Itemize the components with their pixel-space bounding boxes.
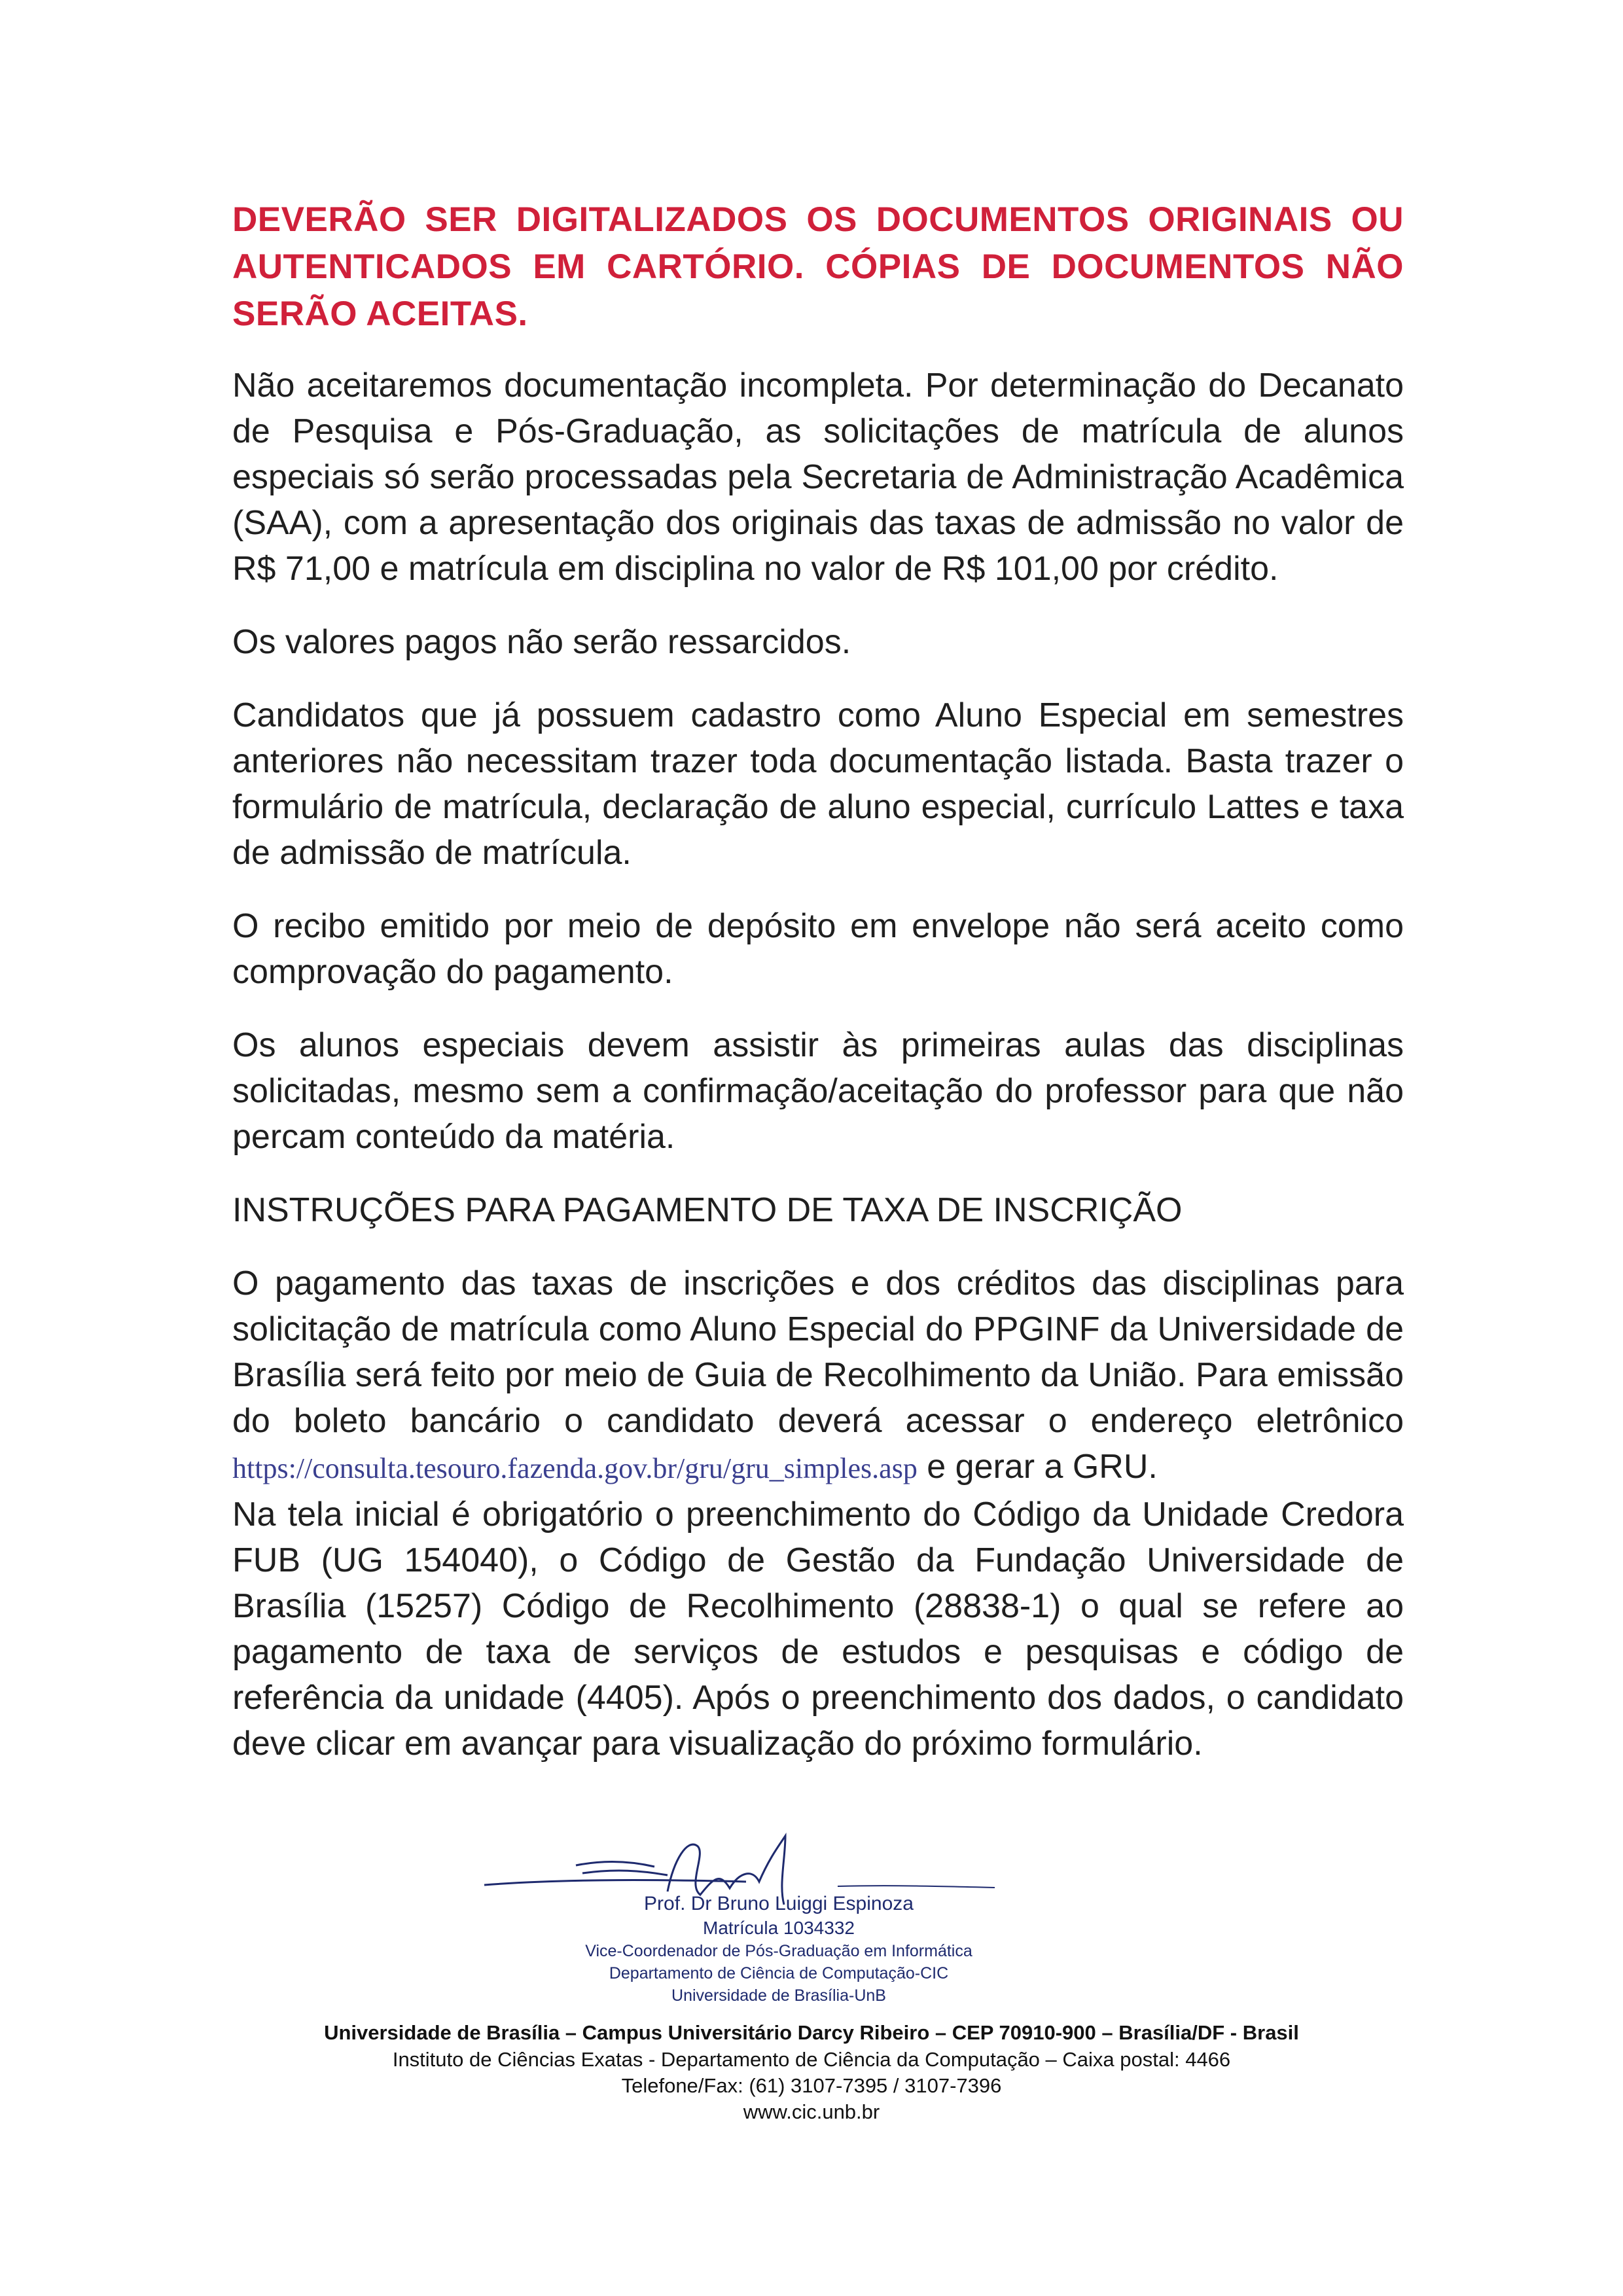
stamp-name: Prof. Dr Bruno Luiggi Espinoza — [644, 1893, 914, 1914]
stamp-university: Universidade de Brasília-UnB — [671, 1986, 886, 2005]
signature-stamp — [550, 1892, 1008, 2007]
footer-website[interactable]: www.cic.unb.br — [743, 2100, 880, 2123]
paragraph-attend-classes: Os alunos especiais devem assistir às primeiras aulas das disciplinas solicitadas, mesmo sem a confirmação/aceitação do professor para que não percam conteúdo da matéria. — [232, 1026, 1404, 1156]
gru-link[interactable]: https://consulta.tesouro.fazenda.gov.br/gru/gru_simples.asp — [232, 1452, 918, 1484]
paragraph-envelope-receipt: O recibo emitido por meio de depósito em envelope não será aceito como comprovação do pagamento. — [232, 907, 1404, 991]
footer-institute: Instituto de Ciências Exatas - Departamento de Ciência da Computação – Caixa postal: 4466 — [392, 2048, 1231, 2071]
footer-address: Universidade de Brasília – Campus Universitário Darcy Ribeiro – CEP 70910-900 – Brasília/DF - Brasil — [324, 2021, 1299, 2044]
payment-text: O pagamento das taxas de inscrições e dos créditos das disciplinas para solicitação de matrícula como Aluno Especial do PPGINF da Universidade de Brasília será feito por meio de Guia de Recolhimento da União. Para emissão do boleto bancário o candidato deverá acessar o endereço eletrônico — [232, 1265, 1404, 1440]
stamp-department: Departamento de Ciência de Computação-CIC — [609, 1964, 949, 1982]
instructions-heading: INSTRUÇÕES PARA PAGAMENTO DE TAXA DE INSCRIÇÃO — [232, 1191, 1183, 1229]
stamp-matricula: Matrícula 1034332 — [703, 1918, 855, 1938]
paragraph-gru-codes: Na tela inicial é obrigatório o preenchimento do Código da Unidade Credora FUB (UG 154040), o Código de Gestão da Fundação Universidade de Brasília (15257) Código de Recolhimento (28838-1) o qual se refere ao pagamento de taxa de serviços de estudos e pesquisas e código de referência da unidade (4405). Após o preenchimento dos dados, o candidato deve clicar em avançar para visualização do próximo formulário. — [232, 1496, 1404, 1763]
stamp-role: Vice-Coordenador de Pós-Graduação em Informática — [585, 1942, 972, 1960]
warning-notice: DEVERÃO SER DIGITALIZADOS OS DOCUMENTOS ORIGINAIS OU AUTENTICADOS EM CARTÓRIO. CÓPIAS DE DOCUMENTOS NÃO SERÃO ACEITAS. — [232, 200, 1404, 333]
document-body — [232, 196, 1404, 1794]
signature-block — [471, 1833, 1060, 2022]
footer-phone: Telefone/Fax: (61) 3107-7395 / 3107-7396 — [621, 2074, 1002, 2097]
payment-text-end: e gerar a GRU. — [927, 1448, 1158, 1486]
paragraph-no-refund: Os valores pagos não serão ressarcidos. — [232, 623, 851, 661]
paragraph-payment-instructions — [232, 1261, 1404, 1492]
paragraph-incomplete-docs: Não aceitaremos documentação incompleta. Por determinação do Decanato de Pesquisa e Pós-Graduação, as solicitações de matrícula de alunos especiais só serão processadas pela Secretaria de Administração Acadêmica (SAA), com a apresentação dos originais das taxas de admissão no valor de R$ 71,00 e matrícula em disciplina no valor de R$ 101,00 por crédito. — [232, 367, 1404, 588]
paragraph-returning-students: Candidatos que já possuem cadastro como Aluno Especial em semestres anteriores não necessitam trazer toda documentação listada. Basta trazer o formulário de matrícula, declaração de aluno especial, currículo Lattes e taxa de admissão de matrícula. — [232, 696, 1404, 872]
footer — [196, 2019, 1427, 2125]
